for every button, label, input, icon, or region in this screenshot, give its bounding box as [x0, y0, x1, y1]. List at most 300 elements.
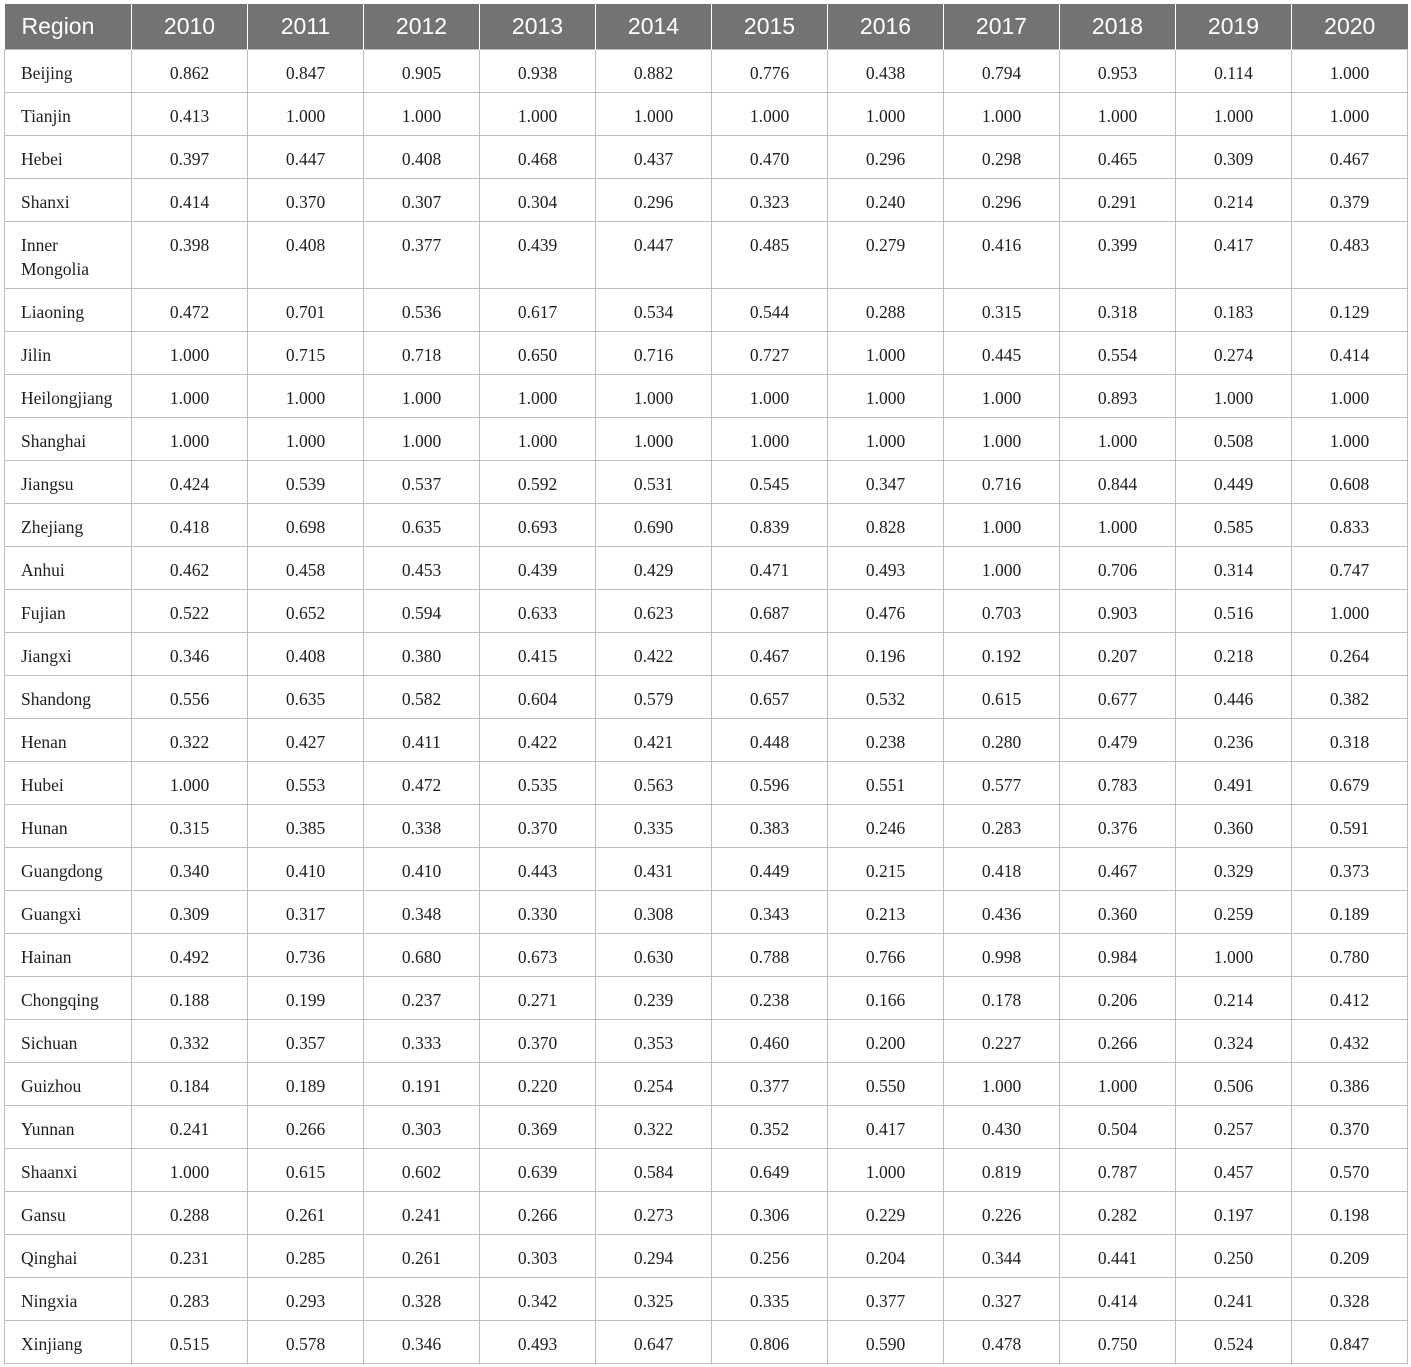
value-text: 0.535 [517, 775, 558, 795]
value-cell [364, 977, 480, 1020]
value-text: 0.635 [285, 689, 326, 709]
region-cell [5, 977, 132, 1020]
value-cell [480, 136, 596, 179]
value-text: 0.594 [401, 603, 442, 623]
value-text: 0.417 [865, 1119, 906, 1139]
value-cell [248, 1235, 364, 1278]
value-text: 0.539 [285, 474, 326, 494]
value-cell [944, 418, 1060, 461]
value-cell [828, 504, 944, 547]
value-text: 0.315 [169, 818, 210, 838]
value-text: 0.554 [1097, 345, 1138, 365]
value-cell [596, 590, 712, 633]
region-cell [5, 418, 132, 461]
value-cell [364, 332, 480, 375]
value-cell [828, 1235, 944, 1278]
value-cell [712, 1278, 828, 1321]
value-text: 0.430 [981, 1119, 1022, 1139]
value-cell [364, 222, 480, 289]
value-cell [248, 179, 364, 222]
value-cell [596, 633, 712, 676]
region-cell [5, 93, 132, 136]
value-text: 1.000 [401, 106, 442, 126]
value-cell [248, 977, 364, 1020]
region-label: Fujian [21, 603, 66, 623]
value-text: 0.436 [981, 904, 1022, 924]
value-text: 0.650 [517, 345, 558, 365]
value-cell [480, 50, 596, 93]
value-text: 1.000 [981, 1076, 1022, 1096]
value-text: 0.544 [749, 302, 790, 322]
value-cell [480, 676, 596, 719]
value-cell [1176, 676, 1292, 719]
value-cell [1176, 633, 1292, 676]
value-text: 0.197 [1213, 1205, 1254, 1225]
value-text: 0.460 [749, 1033, 790, 1053]
value-cell [944, 375, 1060, 418]
value-cell [248, 222, 364, 289]
value-text: 0.485 [749, 235, 790, 255]
value-cell [480, 332, 596, 375]
value-cell [944, 977, 1060, 1020]
value-cell [248, 1192, 364, 1235]
value-cell [132, 418, 248, 461]
value-text: 1.000 [1097, 517, 1138, 537]
value-cell [364, 805, 480, 848]
value-cell [596, 1235, 712, 1278]
value-text: 0.617 [517, 302, 558, 322]
region-label: Guangdong [21, 861, 103, 881]
region-cell [5, 1020, 132, 1063]
value-cell [828, 289, 944, 332]
value-cell [248, 1020, 364, 1063]
value-text: 0.414 [169, 192, 210, 212]
value-cell [364, 93, 480, 136]
value-text: 0.467 [1097, 861, 1138, 881]
value-cell [132, 719, 248, 762]
value-cell [1292, 289, 1408, 332]
value-cell [364, 1321, 480, 1364]
value-cell [712, 289, 828, 332]
region-label: Hebei [21, 149, 63, 169]
region-cell [5, 848, 132, 891]
value-cell [944, 676, 1060, 719]
region-cell [5, 891, 132, 934]
value-text: 1.000 [1329, 431, 1370, 451]
value-text: 0.346 [169, 646, 210, 666]
table-row [5, 977, 1408, 1020]
value-text: 0.303 [401, 1119, 442, 1139]
value-cell [132, 848, 248, 891]
value-text: 0.882 [633, 63, 674, 83]
value-text: 0.716 [981, 474, 1022, 494]
value-text: 0.410 [285, 861, 326, 881]
value-cell [596, 676, 712, 719]
value-text: 1.000 [517, 431, 558, 451]
value-cell [364, 1106, 480, 1149]
value-text: 0.862 [169, 63, 210, 83]
value-text: 0.446 [1213, 689, 1254, 709]
value-cell [132, 332, 248, 375]
value-cell [1176, 1235, 1292, 1278]
value-text: 0.283 [981, 818, 1022, 838]
value-text: 0.386 [1329, 1076, 1370, 1096]
region-cell [5, 676, 132, 719]
value-cell [712, 719, 828, 762]
value-text: 0.524 [1213, 1334, 1254, 1354]
value-text: 0.479 [1097, 732, 1138, 752]
value-text: 1.000 [285, 388, 326, 408]
value-text: 0.680 [401, 947, 442, 967]
value-text: 0.471 [749, 560, 790, 580]
value-text: 0.828 [865, 517, 906, 537]
value-text: 0.615 [981, 689, 1022, 709]
value-cell [1292, 891, 1408, 934]
value-cell [828, 848, 944, 891]
value-text: 0.787 [1097, 1162, 1138, 1182]
value-cell [1292, 676, 1408, 719]
value-text: 1.000 [633, 388, 674, 408]
value-cell [1292, 1235, 1408, 1278]
value-text: 0.716 [633, 345, 674, 365]
value-text: 0.491 [1213, 775, 1254, 795]
value-cell [944, 461, 1060, 504]
value-cell [596, 1278, 712, 1321]
value-text: 0.333 [401, 1033, 442, 1053]
header-cell-region: Region [5, 4, 132, 50]
header-cell-year: 2013 [480, 4, 596, 50]
region-cell [5, 461, 132, 504]
value-text: 0.673 [517, 947, 558, 967]
region-cell [5, 332, 132, 375]
value-text: 0.467 [749, 646, 790, 666]
value-text: 0.783 [1097, 775, 1138, 795]
value-text: 1.000 [169, 1162, 210, 1182]
value-text: 0.206 [1097, 990, 1138, 1010]
region-label: Hunan [21, 818, 68, 838]
value-cell [364, 1063, 480, 1106]
value-text: 0.376 [1097, 818, 1138, 838]
value-cell [828, 136, 944, 179]
value-text: 0.241 [401, 1205, 442, 1225]
value-cell [828, 461, 944, 504]
value-cell [1060, 93, 1176, 136]
region-cell [5, 633, 132, 676]
value-text: 0.340 [169, 861, 210, 881]
value-text: 0.241 [169, 1119, 210, 1139]
value-text: 0.236 [1213, 732, 1254, 752]
value-cell [1060, 332, 1176, 375]
value-text: 0.282 [1097, 1205, 1138, 1225]
value-cell [1060, 504, 1176, 547]
value-cell [1176, 375, 1292, 418]
region-cell [5, 222, 132, 289]
region-label: Shanghai [21, 431, 87, 451]
value-text: 0.238 [749, 990, 790, 1010]
value-text: 0.819 [981, 1162, 1022, 1182]
value-cell [364, 136, 480, 179]
value-text: 0.213 [865, 904, 906, 924]
value-text: 0.239 [633, 990, 674, 1010]
value-text: 0.198 [1329, 1205, 1370, 1225]
value-text: 0.266 [1097, 1033, 1138, 1053]
value-cell [1176, 1149, 1292, 1192]
value-text: 0.635 [401, 517, 442, 537]
value-text: 0.652 [285, 603, 326, 623]
value-cell [364, 891, 480, 934]
value-cell [248, 848, 364, 891]
value-text: 0.687 [749, 603, 790, 623]
value-text: 0.615 [285, 1162, 326, 1182]
value-text: 0.532 [865, 689, 906, 709]
region-cell [5, 934, 132, 977]
value-text: 0.188 [169, 990, 210, 1010]
value-text: 0.377 [401, 235, 442, 255]
value-text: 0.472 [401, 775, 442, 795]
value-text: 0.323 [749, 192, 790, 212]
table-row [5, 1106, 1408, 1149]
value-text: 0.266 [517, 1205, 558, 1225]
value-text: 0.679 [1329, 775, 1370, 795]
value-cell [480, 179, 596, 222]
value-text: 0.380 [401, 646, 442, 666]
value-text: 0.447 [633, 235, 674, 255]
value-cell [596, 547, 712, 590]
value-cell [944, 50, 1060, 93]
value-cell [828, 375, 944, 418]
value-text: 0.847 [1329, 1334, 1370, 1354]
region-cell [5, 590, 132, 633]
value-cell [596, 934, 712, 977]
value-cell [1060, 1149, 1176, 1192]
value-text: 0.736 [285, 947, 326, 967]
value-cell [712, 1192, 828, 1235]
value-cell [364, 50, 480, 93]
table-body [5, 50, 1408, 1364]
value-text: 0.114 [1214, 63, 1253, 83]
region-label: Sichuan [21, 1033, 78, 1053]
value-cell [480, 848, 596, 891]
value-cell [132, 676, 248, 719]
value-text: 0.602 [401, 1162, 442, 1182]
value-text: 0.449 [1213, 474, 1254, 494]
value-cell [944, 332, 1060, 375]
region-label: Yunnan [21, 1119, 75, 1139]
value-text: 0.467 [1329, 149, 1370, 169]
value-cell [248, 418, 364, 461]
value-cell [480, 633, 596, 676]
value-cell [828, 1149, 944, 1192]
value-cell [480, 762, 596, 805]
value-cell [1292, 179, 1408, 222]
value-cell [828, 719, 944, 762]
value-cell [828, 179, 944, 222]
value-text: 0.727 [749, 345, 790, 365]
table-row [5, 934, 1408, 977]
value-text: 0.718 [401, 345, 442, 365]
value-cell [712, 590, 828, 633]
value-cell [1292, 848, 1408, 891]
table-row [5, 805, 1408, 848]
value-cell [132, 1278, 248, 1321]
value-cell [712, 332, 828, 375]
value-text: 0.266 [285, 1119, 326, 1139]
value-text: 1.000 [865, 106, 906, 126]
value-cell [132, 1063, 248, 1106]
value-cell [828, 1063, 944, 1106]
value-cell [1292, 1149, 1408, 1192]
value-text: 0.415 [517, 646, 558, 666]
value-cell [944, 848, 1060, 891]
value-cell [1060, 418, 1176, 461]
value-text: 0.604 [517, 689, 558, 709]
value-text: 0.706 [1097, 560, 1138, 580]
value-cell [1060, 719, 1176, 762]
value-cell [1292, 1020, 1408, 1063]
value-text: 0.261 [285, 1205, 326, 1225]
value-cell [712, 375, 828, 418]
value-cell [1292, 633, 1408, 676]
value-cell [132, 1149, 248, 1192]
value-text: 0.439 [517, 235, 558, 255]
value-cell [132, 1235, 248, 1278]
value-text: 0.237 [401, 990, 442, 1010]
value-text: 0.398 [169, 235, 210, 255]
value-cell [248, 289, 364, 332]
value-cell [1060, 136, 1176, 179]
value-text: 0.370 [285, 192, 326, 212]
value-text: 0.596 [749, 775, 790, 795]
header-cell-year: 2011 [248, 4, 364, 50]
value-text: 0.657 [749, 689, 790, 709]
table-row [5, 332, 1408, 375]
region-label: Jilin [21, 345, 52, 365]
value-cell [596, 504, 712, 547]
region-label: Qinghai [21, 1248, 78, 1268]
value-text: 0.306 [749, 1205, 790, 1225]
value-text: 0.439 [517, 560, 558, 580]
value-cell [1060, 1235, 1176, 1278]
value-cell [1176, 1321, 1292, 1364]
value-cell [364, 633, 480, 676]
value-cell [712, 762, 828, 805]
value-text: 0.408 [285, 235, 326, 255]
value-text: 1.000 [1213, 947, 1254, 967]
value-cell [828, 891, 944, 934]
value-text: 0.189 [285, 1076, 326, 1096]
value-text: 0.647 [633, 1334, 674, 1354]
value-cell [364, 179, 480, 222]
value-text: 0.585 [1213, 517, 1254, 537]
value-cell [248, 1063, 364, 1106]
value-text: 0.431 [633, 861, 674, 881]
region-cell [5, 50, 132, 93]
value-text: 0.220 [517, 1076, 558, 1096]
value-cell [248, 805, 364, 848]
value-text: 0.780 [1329, 947, 1370, 967]
value-text: 0.492 [169, 947, 210, 967]
value-cell [944, 633, 1060, 676]
value-text: 0.382 [1329, 689, 1370, 709]
header-cell-year: 2010 [132, 4, 248, 50]
value-text: 0.844 [1097, 474, 1138, 494]
value-text: 0.218 [1213, 646, 1254, 666]
value-text: 0.418 [169, 517, 210, 537]
value-text: 1.000 [749, 106, 790, 126]
value-cell [1292, 504, 1408, 547]
value-cell [596, 418, 712, 461]
value-text: 0.416 [981, 235, 1022, 255]
region-label: Hainan [21, 947, 72, 967]
value-cell [944, 891, 1060, 934]
value-cell [712, 1063, 828, 1106]
region-label: Guangxi [21, 904, 82, 924]
value-text: 1.000 [633, 431, 674, 451]
value-text: 0.839 [749, 517, 790, 537]
value-text: 1.000 [1097, 106, 1138, 126]
region-label: Zhejiang [21, 517, 84, 537]
value-text: 0.377 [865, 1291, 906, 1311]
value-cell [1060, 179, 1176, 222]
value-text: 0.207 [1097, 646, 1138, 666]
region-label: Hubei [21, 775, 64, 795]
value-text: 0.592 [517, 474, 558, 494]
value-cell [596, 1149, 712, 1192]
value-text: 0.318 [1329, 732, 1370, 752]
value-text: 0.633 [517, 603, 558, 623]
value-cell [712, 418, 828, 461]
value-cell [480, 289, 596, 332]
value-cell [712, 136, 828, 179]
value-cell [364, 504, 480, 547]
value-cell [1292, 1278, 1408, 1321]
value-text: 1.000 [285, 106, 326, 126]
value-cell [248, 719, 364, 762]
value-text: 0.183 [1213, 302, 1254, 322]
value-text: 1.000 [1213, 388, 1254, 408]
value-text: 0.353 [633, 1033, 674, 1053]
value-cell [480, 222, 596, 289]
value-text: 0.196 [865, 646, 906, 666]
value-cell [944, 1020, 1060, 1063]
value-cell [132, 1321, 248, 1364]
region-cell [5, 375, 132, 418]
value-text: 1.000 [981, 517, 1022, 537]
value-text: 0.274 [1213, 345, 1254, 365]
value-cell [712, 547, 828, 590]
value-text: 0.314 [1213, 560, 1254, 580]
value-cell [1292, 1192, 1408, 1235]
value-cell [712, 179, 828, 222]
value-cell [1176, 1278, 1292, 1321]
value-text: 0.545 [749, 474, 790, 494]
value-text: 0.214 [1213, 192, 1254, 212]
value-text: 0.536 [401, 302, 442, 322]
value-cell [1060, 1020, 1176, 1063]
value-text: 0.788 [749, 947, 790, 967]
value-cell [1060, 633, 1176, 676]
value-cell [132, 1106, 248, 1149]
value-cell [596, 375, 712, 418]
value-cell [1060, 590, 1176, 633]
value-cell [828, 1106, 944, 1149]
value-text: 0.348 [401, 904, 442, 924]
value-cell [1292, 590, 1408, 633]
region-cell [5, 719, 132, 762]
value-cell [1060, 934, 1176, 977]
value-cell [248, 547, 364, 590]
value-text: 1.000 [517, 106, 558, 126]
